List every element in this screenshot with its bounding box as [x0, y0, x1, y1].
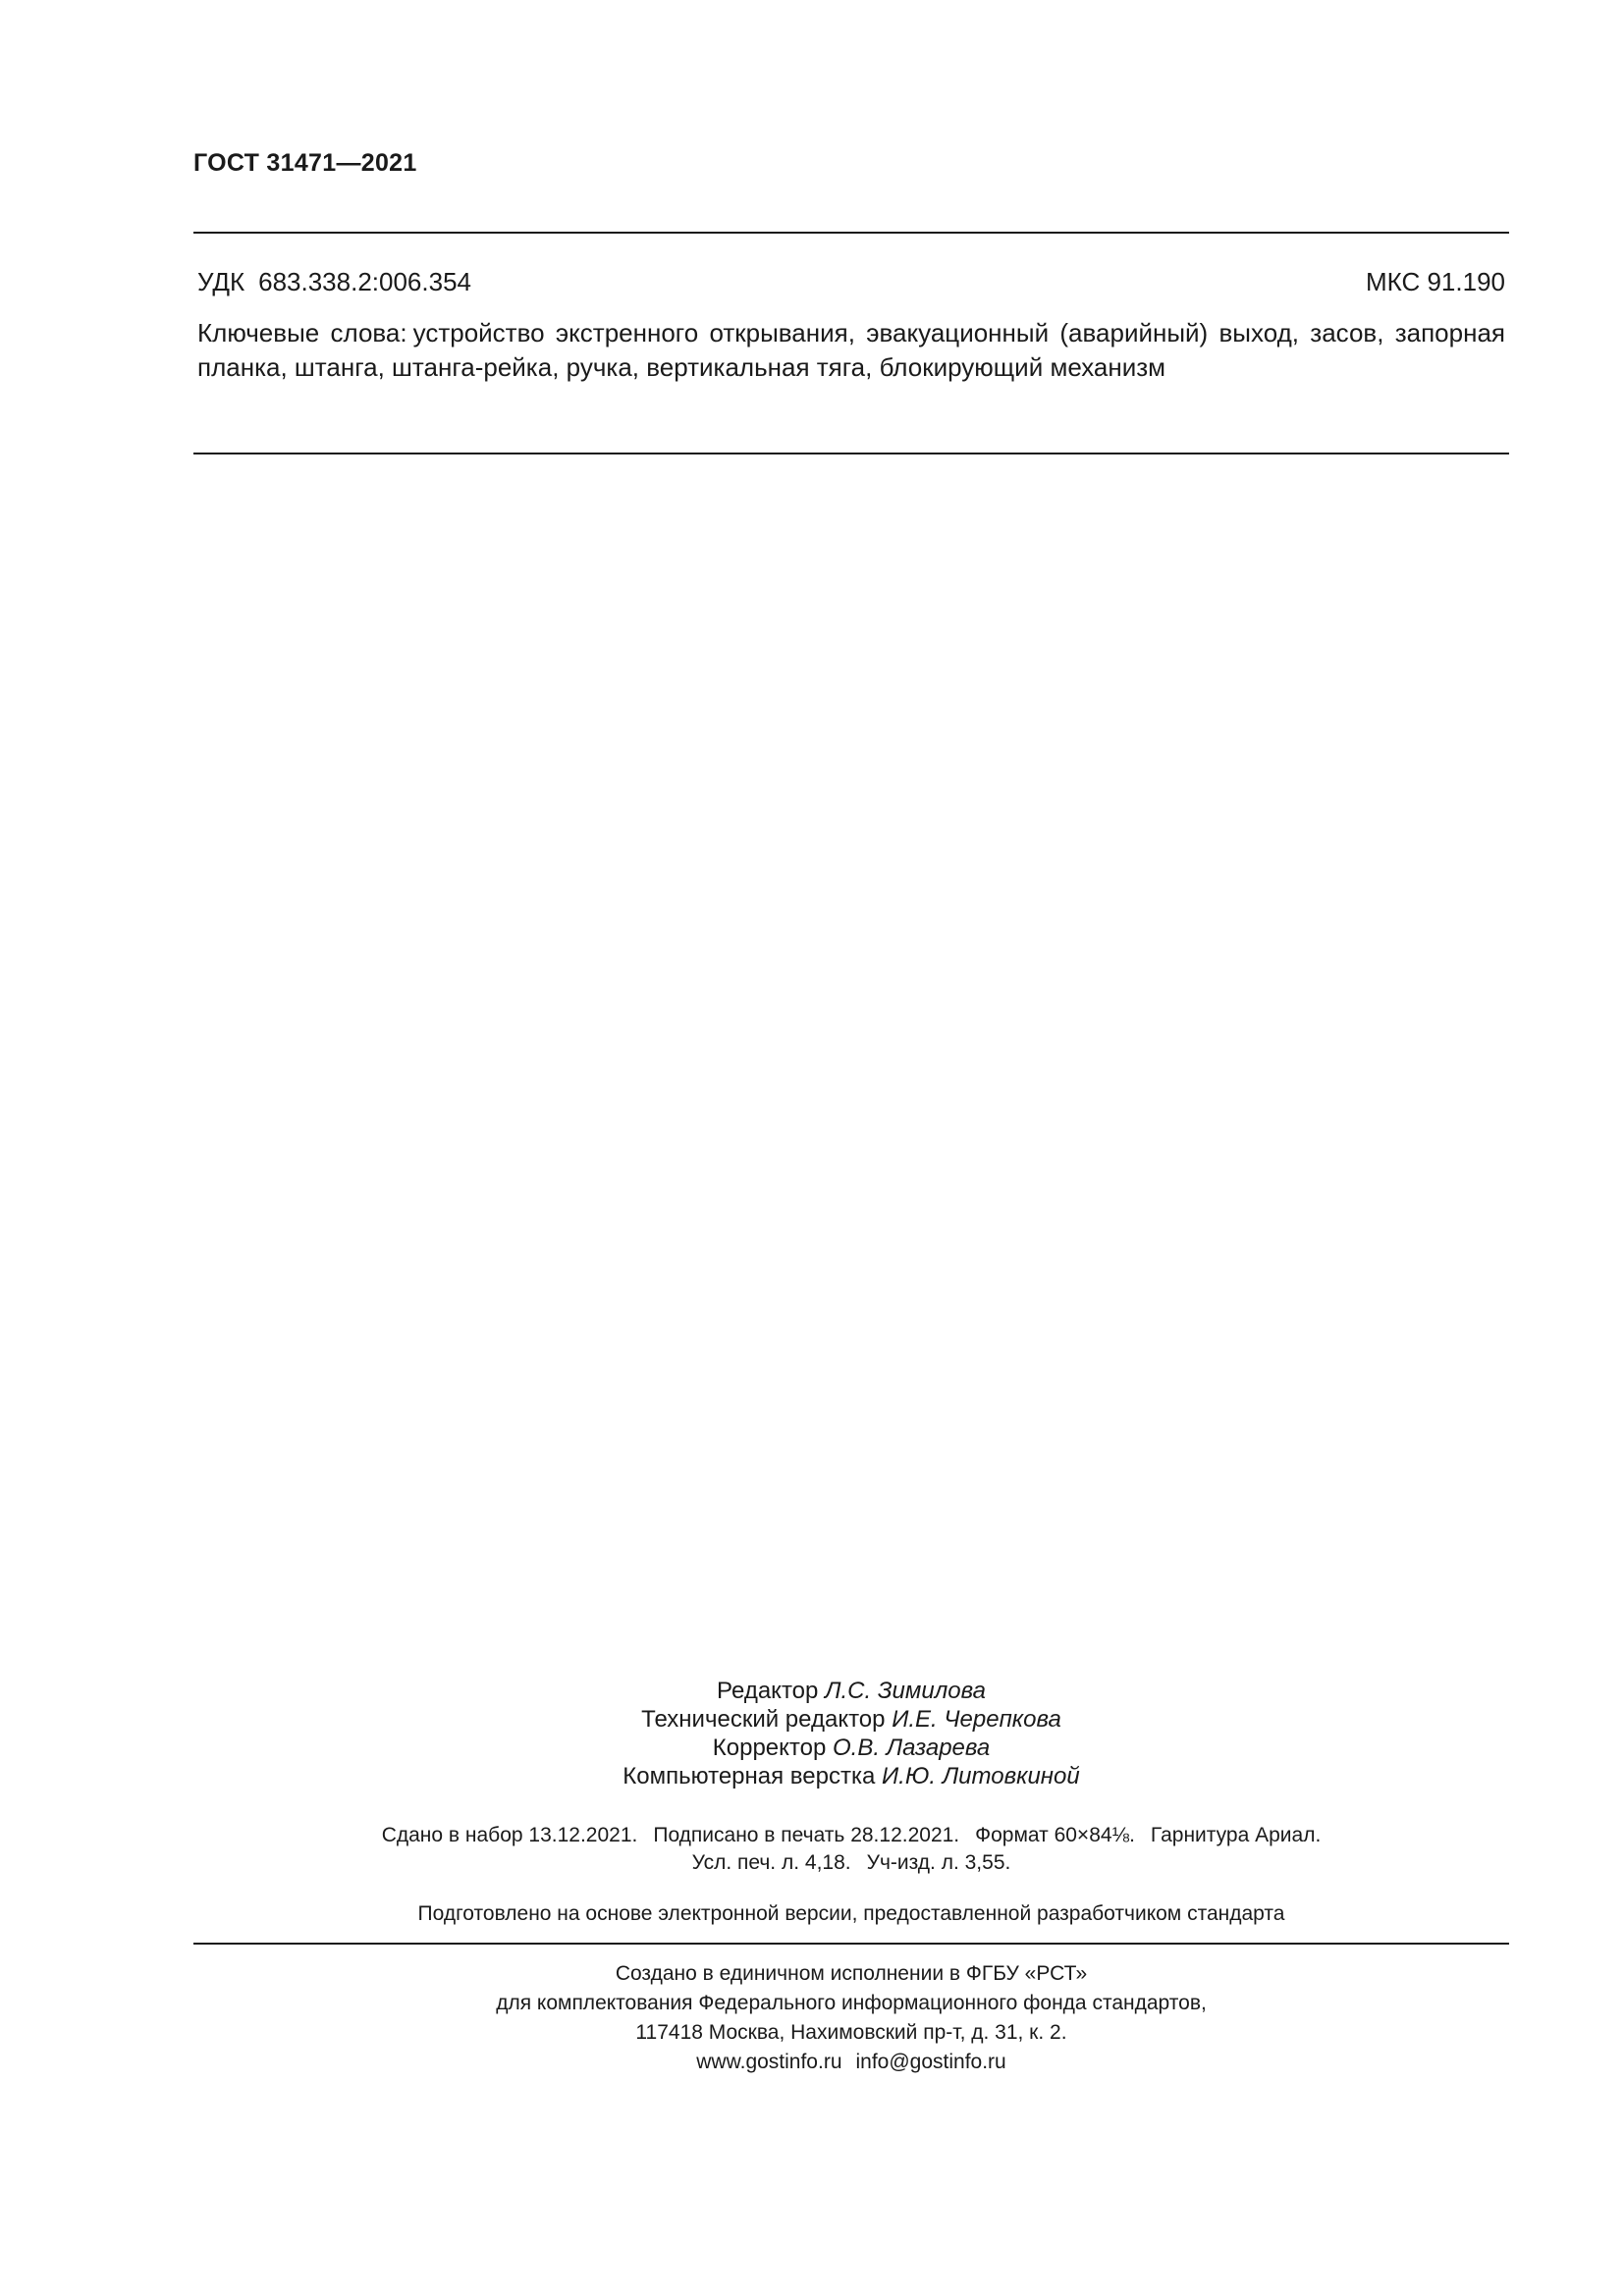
credit-person: О.В. Лазарева	[833, 1735, 991, 1761]
typeface: Гарнитура Ариал.	[1150, 1824, 1322, 1846]
print-sheets: Усл. печ. л. 4,18.	[691, 1851, 851, 1874]
credit-person: И.Ю. Литовкиной	[882, 1763, 1080, 1789]
publisher-email-link[interactable]: info@gostinfo.ru	[855, 2051, 1006, 2073]
top-divider	[193, 232, 1509, 234]
credit-tech-editor	[0, 1705, 1624, 1734]
paper-format: Формат 60×84⅛.	[975, 1824, 1135, 1846]
credit-role: Редактор	[717, 1678, 819, 1704]
udc-label: УДК	[197, 267, 245, 296]
credit-editor	[0, 1677, 1624, 1705]
standard-number: ГОСТ 31471—2021	[193, 149, 417, 177]
publisher-line-1: Создано в единичном исполнении в ФГБУ «РСТ»	[615, 1962, 1088, 1985]
publisher-contacts	[0, 2048, 1624, 2077]
credit-role: Технический редактор	[641, 1706, 886, 1733]
bottom-divider	[193, 1943, 1509, 1945]
credit-proofreader	[0, 1734, 1624, 1762]
publisher-line-2: для комплектования Федерального информационного фонда стандартов,	[496, 1992, 1207, 2014]
editorial-credits	[0, 1677, 1624, 1790]
publisher-info	[0, 1959, 1624, 2077]
udc-value: 683.338.2:006.354	[258, 267, 471, 296]
keywords-divider	[193, 453, 1509, 454]
publisher-website-link[interactable]: www.gostinfo.ru	[696, 2051, 842, 2073]
print-info-line-1	[0, 1822, 1624, 1849]
mks-code: МКС 91.190	[1365, 267, 1505, 296]
credit-role: Компьютерная верстка	[623, 1763, 876, 1789]
publisher-sheets: Уч-изд. л. 3,55.	[866, 1851, 1011, 1874]
prepared-note: Подготовлено на основе электронной версии, предоставленной разработчиком стандарта	[417, 1902, 1285, 1925]
credit-layout	[0, 1762, 1624, 1790]
keywords-label: Ключевые слова:	[197, 318, 407, 347]
submitted-date: Сдано в набор 13.12.2021.	[381, 1824, 638, 1846]
print-info-line-2	[0, 1849, 1624, 1877]
publisher-address: 117418 Москва, Нахимовский пр-т, д. 31, к. 2.	[635, 2021, 1067, 2044]
credit-person: И.Е. Черепкова	[892, 1706, 1061, 1733]
credit-person: Л.С. Зимилова	[825, 1678, 986, 1704]
keywords-paragraph	[197, 316, 1505, 385]
keywords-text: устройство экстренного открывания, эвакуационный (аварийный) выход, засов, запорная планка, штанга, штанга-рейка, ручка, вертикальная тяга, блокирующий механизм	[197, 318, 1505, 382]
print-info	[0, 1822, 1624, 1877]
signed-date: Подписано в печать 28.12.2021.	[653, 1824, 960, 1846]
udc-code	[197, 267, 471, 297]
credit-role: Корректор	[712, 1735, 827, 1761]
